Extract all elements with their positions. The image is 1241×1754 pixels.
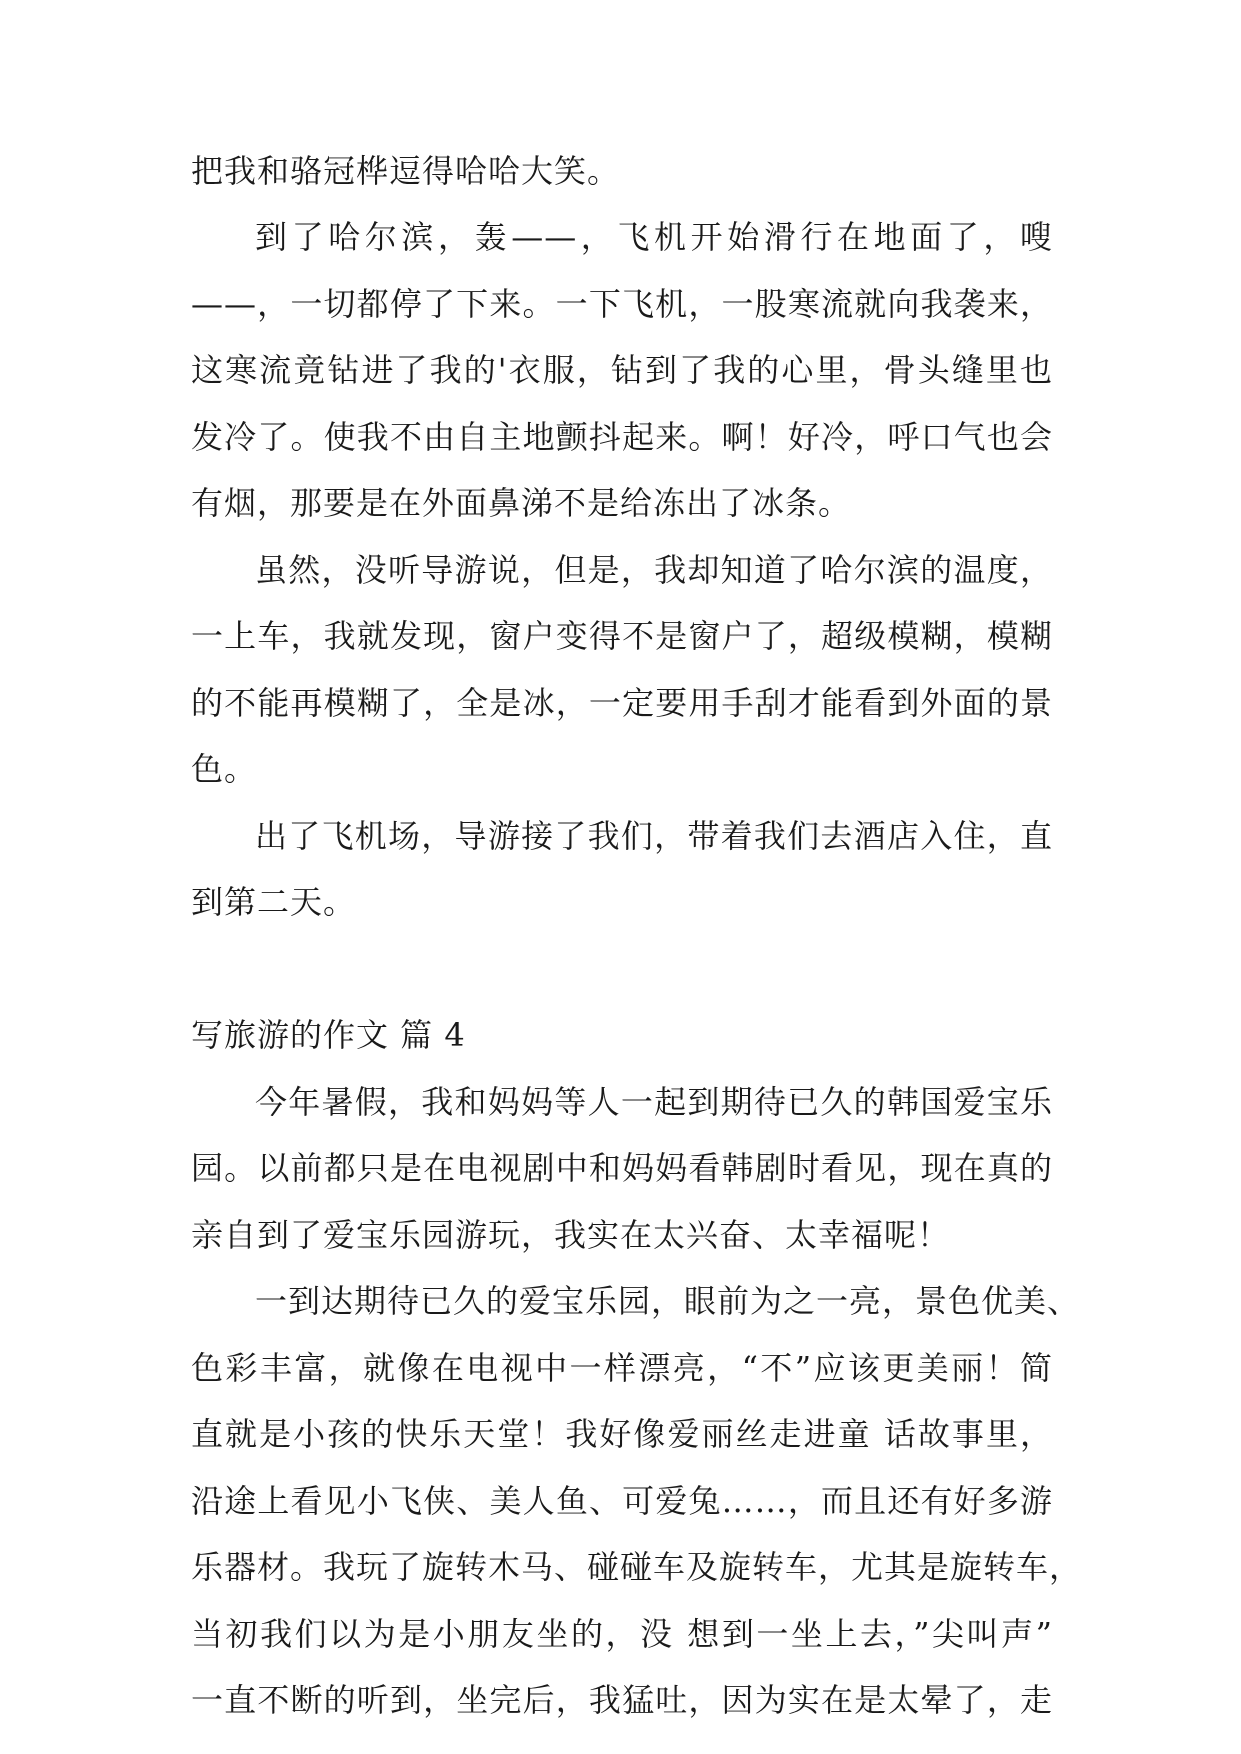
paragraph-line: 乐器材。我玩了旋转木马、碰碰车及旋转车，尤其是旋转车，	[191, 1548, 1083, 1587]
paragraph-line: 把我和骆冠桦逗得哈哈大笑。	[191, 152, 621, 190]
section-heading: 写旅游的作文 篇 4	[191, 1016, 466, 1055]
paragraph-line: 到第二天。	[191, 883, 357, 922]
paragraph-line: 今年暑假，我和妈妈等人一起到期待已久的韩国爱宝乐	[255, 1082, 1053, 1121]
paragraph-line: 当初我们以为是小朋友坐的，没 想到一坐上去，”尖叫声”	[191, 1614, 1053, 1653]
paragraph-line: 出了飞机场，导游接了我们，带着我们去酒店入住，直	[255, 816, 1053, 855]
paragraph-line: 园。以前都只是在电视剧中和妈妈看韩剧时看见，现在真的	[191, 1149, 1053, 1188]
paragraph-line: 直就是小孩的快乐天堂！我好像爱丽丝走进童 话故事里，	[191, 1415, 1053, 1454]
paragraph-line: 色彩丰富，就像在电视中一样漂亮，“不”应该更美丽！简	[191, 1348, 1053, 1387]
paragraph-line: 有烟，那要是在外面鼻涕不是给冻出了冰条。	[191, 484, 852, 523]
paragraph-line: 这寒流竟钻进了我的'衣服，钻到了我的心里，骨头缝里也	[191, 351, 1053, 390]
paragraph-line: 一直不断的听到，坐完后，我猛吐，因为实在是太晕了，走	[191, 1681, 1053, 1719]
paragraph-line: 一上车，我就发现，窗户变得不是窗户了，超级模糊，模糊	[191, 617, 1053, 656]
paragraph-line: 到了哈尔滨，轰——，飞机开始滑行在地面了，嗖	[255, 218, 1053, 257]
paragraph-line: 发冷了。使我不由自主地颤抖起来。啊！好冷，呼口气也会	[191, 417, 1053, 456]
paragraph-line: 沿途上看见小飞侠、美人鱼、可爱兔……，而且还有好多游	[191, 1481, 1053, 1520]
paragraph-line: 一到达期待已久的爱宝乐园，眼前为之一亮，景色优美、	[255, 1282, 1081, 1321]
paragraph-line: ——，一切都停了下来。一下飞机，一股寒流就向我袭来，	[191, 284, 1053, 323]
paragraph-line: 虽然，没听导游说，但是，我却知道了哈尔滨的温度，	[255, 550, 1053, 589]
paragraph-line: 的不能再模糊了，全是冰，一定要用手刮才能看到外面的景	[191, 683, 1053, 722]
paragraph-line: 色。	[191, 750, 258, 789]
paragraph-line: 亲自到了爱宝乐园游玩，我实在太兴奋、太幸福呢！	[191, 1215, 951, 1254]
